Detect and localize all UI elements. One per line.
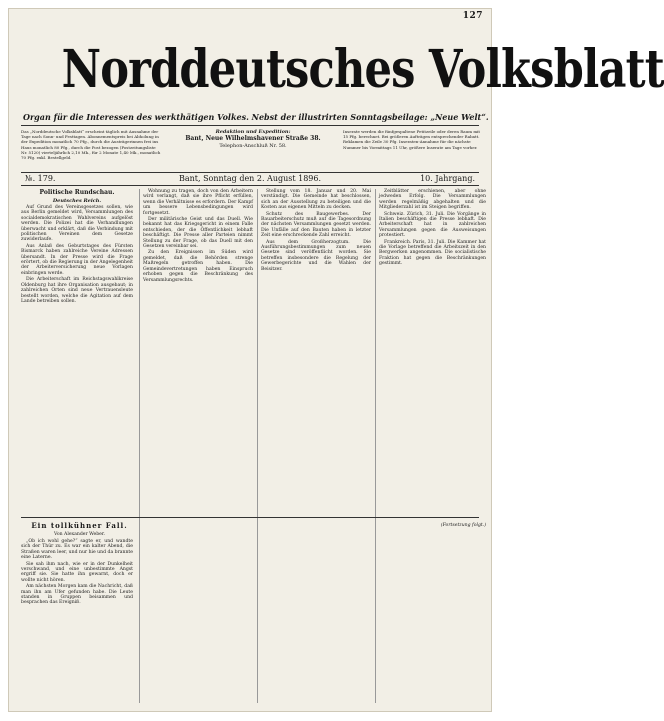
- feuilleton-title: Ein tollkühner Fall.: [31, 521, 128, 530]
- article-paragraph: Der militärische Geist und das Duell. Wie bekannt hat das Kriegsgericht in einem Falle entschieden, der die Öffentlichkeit lebhaft beschäftigt. Die Presse aller Parteien nimmt Stellung zu der Frage, ob das Duell mit den Gesetzen vereinbar sei.: [143, 217, 253, 250]
- feuilleton-divider: [21, 517, 479, 518]
- page-number: 127: [462, 11, 483, 21]
- issue-date: Bant, Sonntag den 2. August 1896.: [178, 174, 322, 183]
- feuilleton-paragraph: Sie sah ihm nach, wie er in der Dunkelheit verschwand, und eine unbestimmte Angst ergriff sie. Sie hatte ihn gewarnt, doch er wollte nicht hören.: [21, 561, 133, 583]
- section-subheading: Deutsches Reich.: [52, 198, 102, 204]
- continuation-column: [375, 521, 486, 703]
- article-paragraph: Wohnung zu tragen, doch von den Arbeitern wird verlangt, daß sie ihre Pflicht erfüllen, wenn die Verhältnisse es erfordern. Der Kampf um bessere Lebensbedingungen wird fortgesetzt.: [143, 189, 253, 216]
- feuilleton-section: [21, 521, 486, 703]
- subscription-info: Das „Norddeutsche Volksblatt“ erscheint täglich mit Ausnahme der Tage nach Sonn- und Festtagen. Abonnementspreis bei Abholung in der Expedition monatlich 70 Pfg., durch die Austrägerinnen frei ins Haus monatlich 80 Pfg., durch die Post bezogen (Postzeitungsliste Nr. 5120) vierteljährlich 2,10 Mk., für 2 Monate 1,40 Mk., monatlich 70 Pfg. exkl. Bestellgeld.: [21, 129, 161, 161]
- article-paragraph: Schutz des Baugewerbes. Der Bauarbeiterschutz muß auf die Tagesordnung der nächsten Versammlungen gesetzt werden. Die Unfälle auf den Bauten haben in letzter Zeit eine erschreckende Zahl erreicht.: [261, 211, 371, 239]
- section-heading: Politische Rundschau.: [39, 189, 115, 196]
- article-paragraph: Frankreich. Paris, 31. Juli. Die Kammer hat die Vorlage betreffend die Arbeitszeit in den Bergwerken angenommen. Die socialistische Fraktion hat gegen die Beschränkungen gestimmt.: [379, 239, 486, 267]
- article-paragraph: Schweiz. Zürich, 31. Juli. Die Vorgänge in Italien beschäftigen die Presse lebhaft. Die Arbeiterschaft hat in zahlreichen Versammlungen gegen die Ausweisungen protestiert.: [379, 211, 486, 239]
- feuilleton-author: Von Alexander Weber.: [53, 532, 106, 537]
- volume-year: 10. Jahrgang.: [420, 174, 475, 183]
- masthead-subtitle: Organ für die Interessen des werkthätigen Volkes. Nebst der illustrirten Sonntagsbeilage: „Neue Welt“.: [23, 112, 489, 122]
- issue-number: №. 179.: [25, 174, 56, 183]
- article-paragraph: Zeitblätter erschienen, aber ohne jedweden Erfolg. Die Versammlungen werden regelmäßig abgehalten und die Mitgliederzahl ist im Steigen begriffen.: [379, 189, 486, 211]
- article-paragraph: Die Arbeiterschaft im Reichstagswahlkreise Oldenburg hat ihre Organisation ausgebaut; in zahlreichen Orten sind neue Vertrauensleute bestellt worden, welche die Agitation auf dem Lande betreiben sollen.: [21, 277, 133, 304]
- editorial-label: Redaktion und Expedition:: [215, 129, 291, 135]
- article-paragraph: Auf Grund des Vereinsgesetzes sollen, wie aus Berlin gemeldet wird, Versammlungen des socialdemokratischen Wahlvereins aufgelöst werden. Die Polizei hat die Verhandlungen überwacht und erklärt, daß die Verbindung mit politischen Vereinen dem Gesetze zuwiderlaufe.: [21, 205, 133, 243]
- article-paragraph: Aus dem Großherzogtum. Die Ausführungsbestimmungen zum neuen Gesetze sind veröffentlicht worden. Sie betreffen insbesondere die Regelung der Gewerbegerichte und die Wahlen der Beisitzer.: [261, 239, 371, 272]
- feuilleton-column: [21, 521, 133, 703]
- date-bar: [21, 172, 479, 186]
- telephone-info: Telephon-Anschluß Nr. 58.: [219, 143, 287, 149]
- article-paragraph: Zu den Ereignissen im Süden wird gemeldet, daß die Behörden strenge Maßregeln getroffen haben. Die Gemeindevertretungen haben Einspruch erhoben gegen die Beschränkung des Versammlungsrechts.: [143, 250, 253, 283]
- editorial-office-info: [171, 129, 335, 167]
- feuilleton-paragraph: Am nächsten Morgen kam die Nachricht, daß man ihn am Ufer gefunden habe. Die Leute standen in Gruppen beisammen und besprachen das Ereigniß.: [21, 584, 133, 606]
- feuilleton-paragraph: „Ob ich wohl gehe?“ sagte er, und wandte sich der Thür zu. Es war ein kalter Abend, die Straßen waren leer, und nur hie und da brannte eine Laterne.: [21, 539, 133, 561]
- article-paragraph: Aus Anlaß des Geburtstages des Fürsten Bismarck haben zahlreiche Vereine Adressen übersandt. In der Presse wird die Frage erörtert, ob die Regierung in der Angelegenheit der Arbeiterversicherung neue Vorlagen einbringen werde.: [21, 243, 133, 276]
- masthead-title: Norddeutsches Volksblatt: [61, 39, 664, 100]
- advertising-info: Inserate werden die fünfgespaltene Petitzeile oder deren Raum mit 15 Pfg. berechnet. Bei größeren Aufträgen entsprechender Rabatt. Reklamen die Zeile 30 Pfg. Inseraten-Annahme für die nächste Nummer bis Vormittags 11 Uhr, größere Inserate am Tage vorher.: [343, 129, 481, 150]
- newspaper-page: [8, 8, 664, 712]
- editorial-address: Bant, Neue Wilhelmshavener Straße 38.: [185, 135, 321, 142]
- article-paragraph: Stellung vom 18. Januar und 20. Mai verständigt. Die Gemeinde hat beschlossen, sich an der Ausstellung zu beteiligen und die Kosten aus eigenen Mitteln zu decken.: [261, 189, 371, 211]
- info-bar: [21, 125, 479, 170]
- continued-note: (Fortsetzung folgt.): [440, 523, 486, 528]
